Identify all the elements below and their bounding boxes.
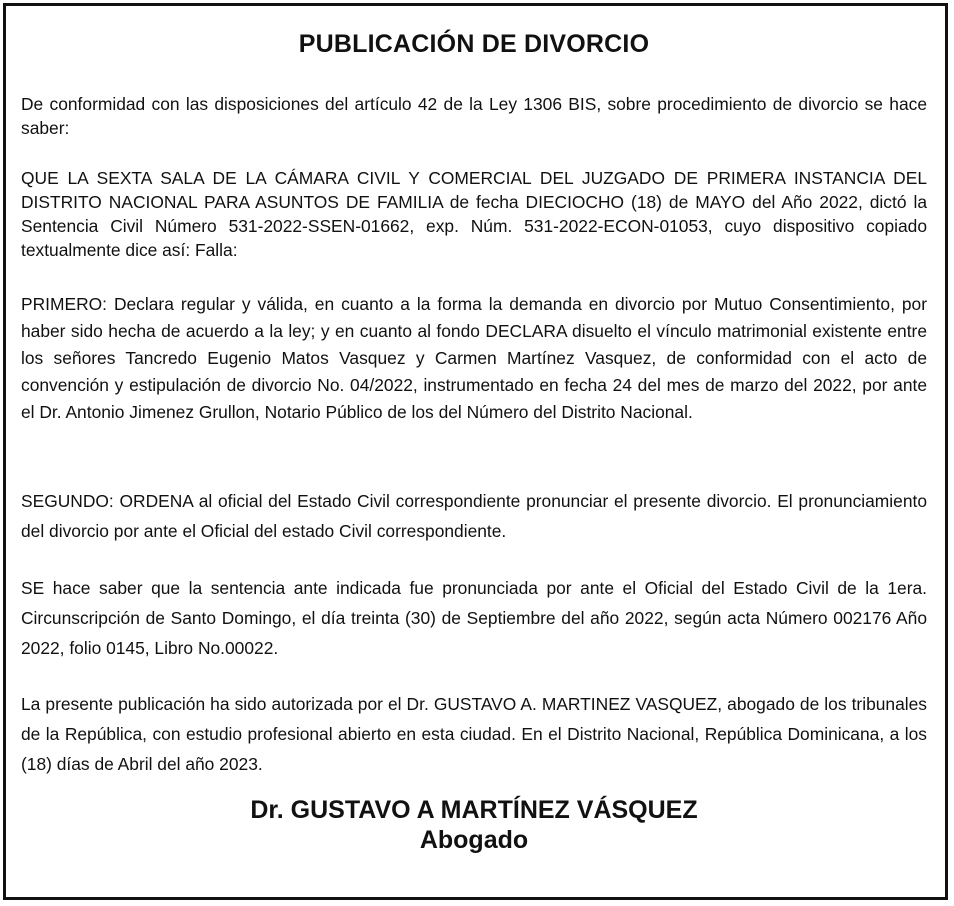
notice-title: PUBLICACIÓN DE DIVORCIO (298, 30, 650, 58)
intro-paragraph: De conformidad con las disposiciones del artículo 42 de la Ley 1306 BIS, sobre procedimiento de divorcio se hace saber: (21, 94, 927, 138)
court-ruling-paragraph: QUE LA SEXTA SALA DE LA CÁMARA CIVIL Y COMERCIAL DEL JUZGADO DE PRIMERA INSTANCIA DEL DISTRITO NACIONAL PARA ASUNTOS DE FAMILIA de fecha DIECIOCHO (18) de MAYO del Año 2022, dictó la Sentencia Civil Número 531-2022-SSEN-01662, exp. Núm. 531-2022-ECON-01053, cuyo dispositivo copiado textualmente dice así: Falla: (21, 168, 927, 260)
notice-frame (3, 3, 948, 900)
primero-paragraph: PRIMERO: Declara regular y válida, en cuanto a la forma la demanda en divorcio por Mutuo Consentimiento, por haber sido hecha de acuerdo a la ley; y en cuanto al fondo DECLARA disuelto el vínculo matrimonial existente entre los señores Tancredo Eugenio Matos Vasquez y Carmen Martínez Vasquez, de conformidad con el acto de convención y estipulación de divorcio No. 04/2022, instrumentado en fecha 24 del mes de marzo del 2022, por ante el Dr. Antonio Jimenez Grullon, Notario Público de los del Número del Distrito Nacional. (21, 294, 927, 422)
notice-body (21, 6, 927, 897)
pronouncement-paragraph: SE hace saber que la sentencia ante indicada fue pronunciada por ante el Oficial del Estado Civil de la 1era. Circunscripción de Santo Domingo, el día treinta (30) de Septiembre del año 2022, según acta Número 002176 Año 2022, folio 0145, Libro No.00022. (21, 578, 927, 658)
authorization-paragraph: La presente publicación ha sido autorizada por el Dr. GUSTAVO A. MARTINEZ VASQUEZ, abogado de los tribunales de la República, con estudio profesional abierto en esta ciudad. En el Distrito Nacional, República Dominicana, a los (18) días de Abril del año 2023. (21, 694, 927, 774)
signatory-role: Abogado (419, 826, 529, 854)
segundo-paragraph: SEGUNDO: ORDENA al oficial del Estado Civil correspondiente pronunciar el presente divorcio. El pronunciamiento del divorcio por ante el Oficial del estado Civil correspondiente. (21, 491, 927, 541)
signatory-name: Dr. GUSTAVO A MARTÍNEZ VÁSQUEZ (250, 796, 698, 824)
